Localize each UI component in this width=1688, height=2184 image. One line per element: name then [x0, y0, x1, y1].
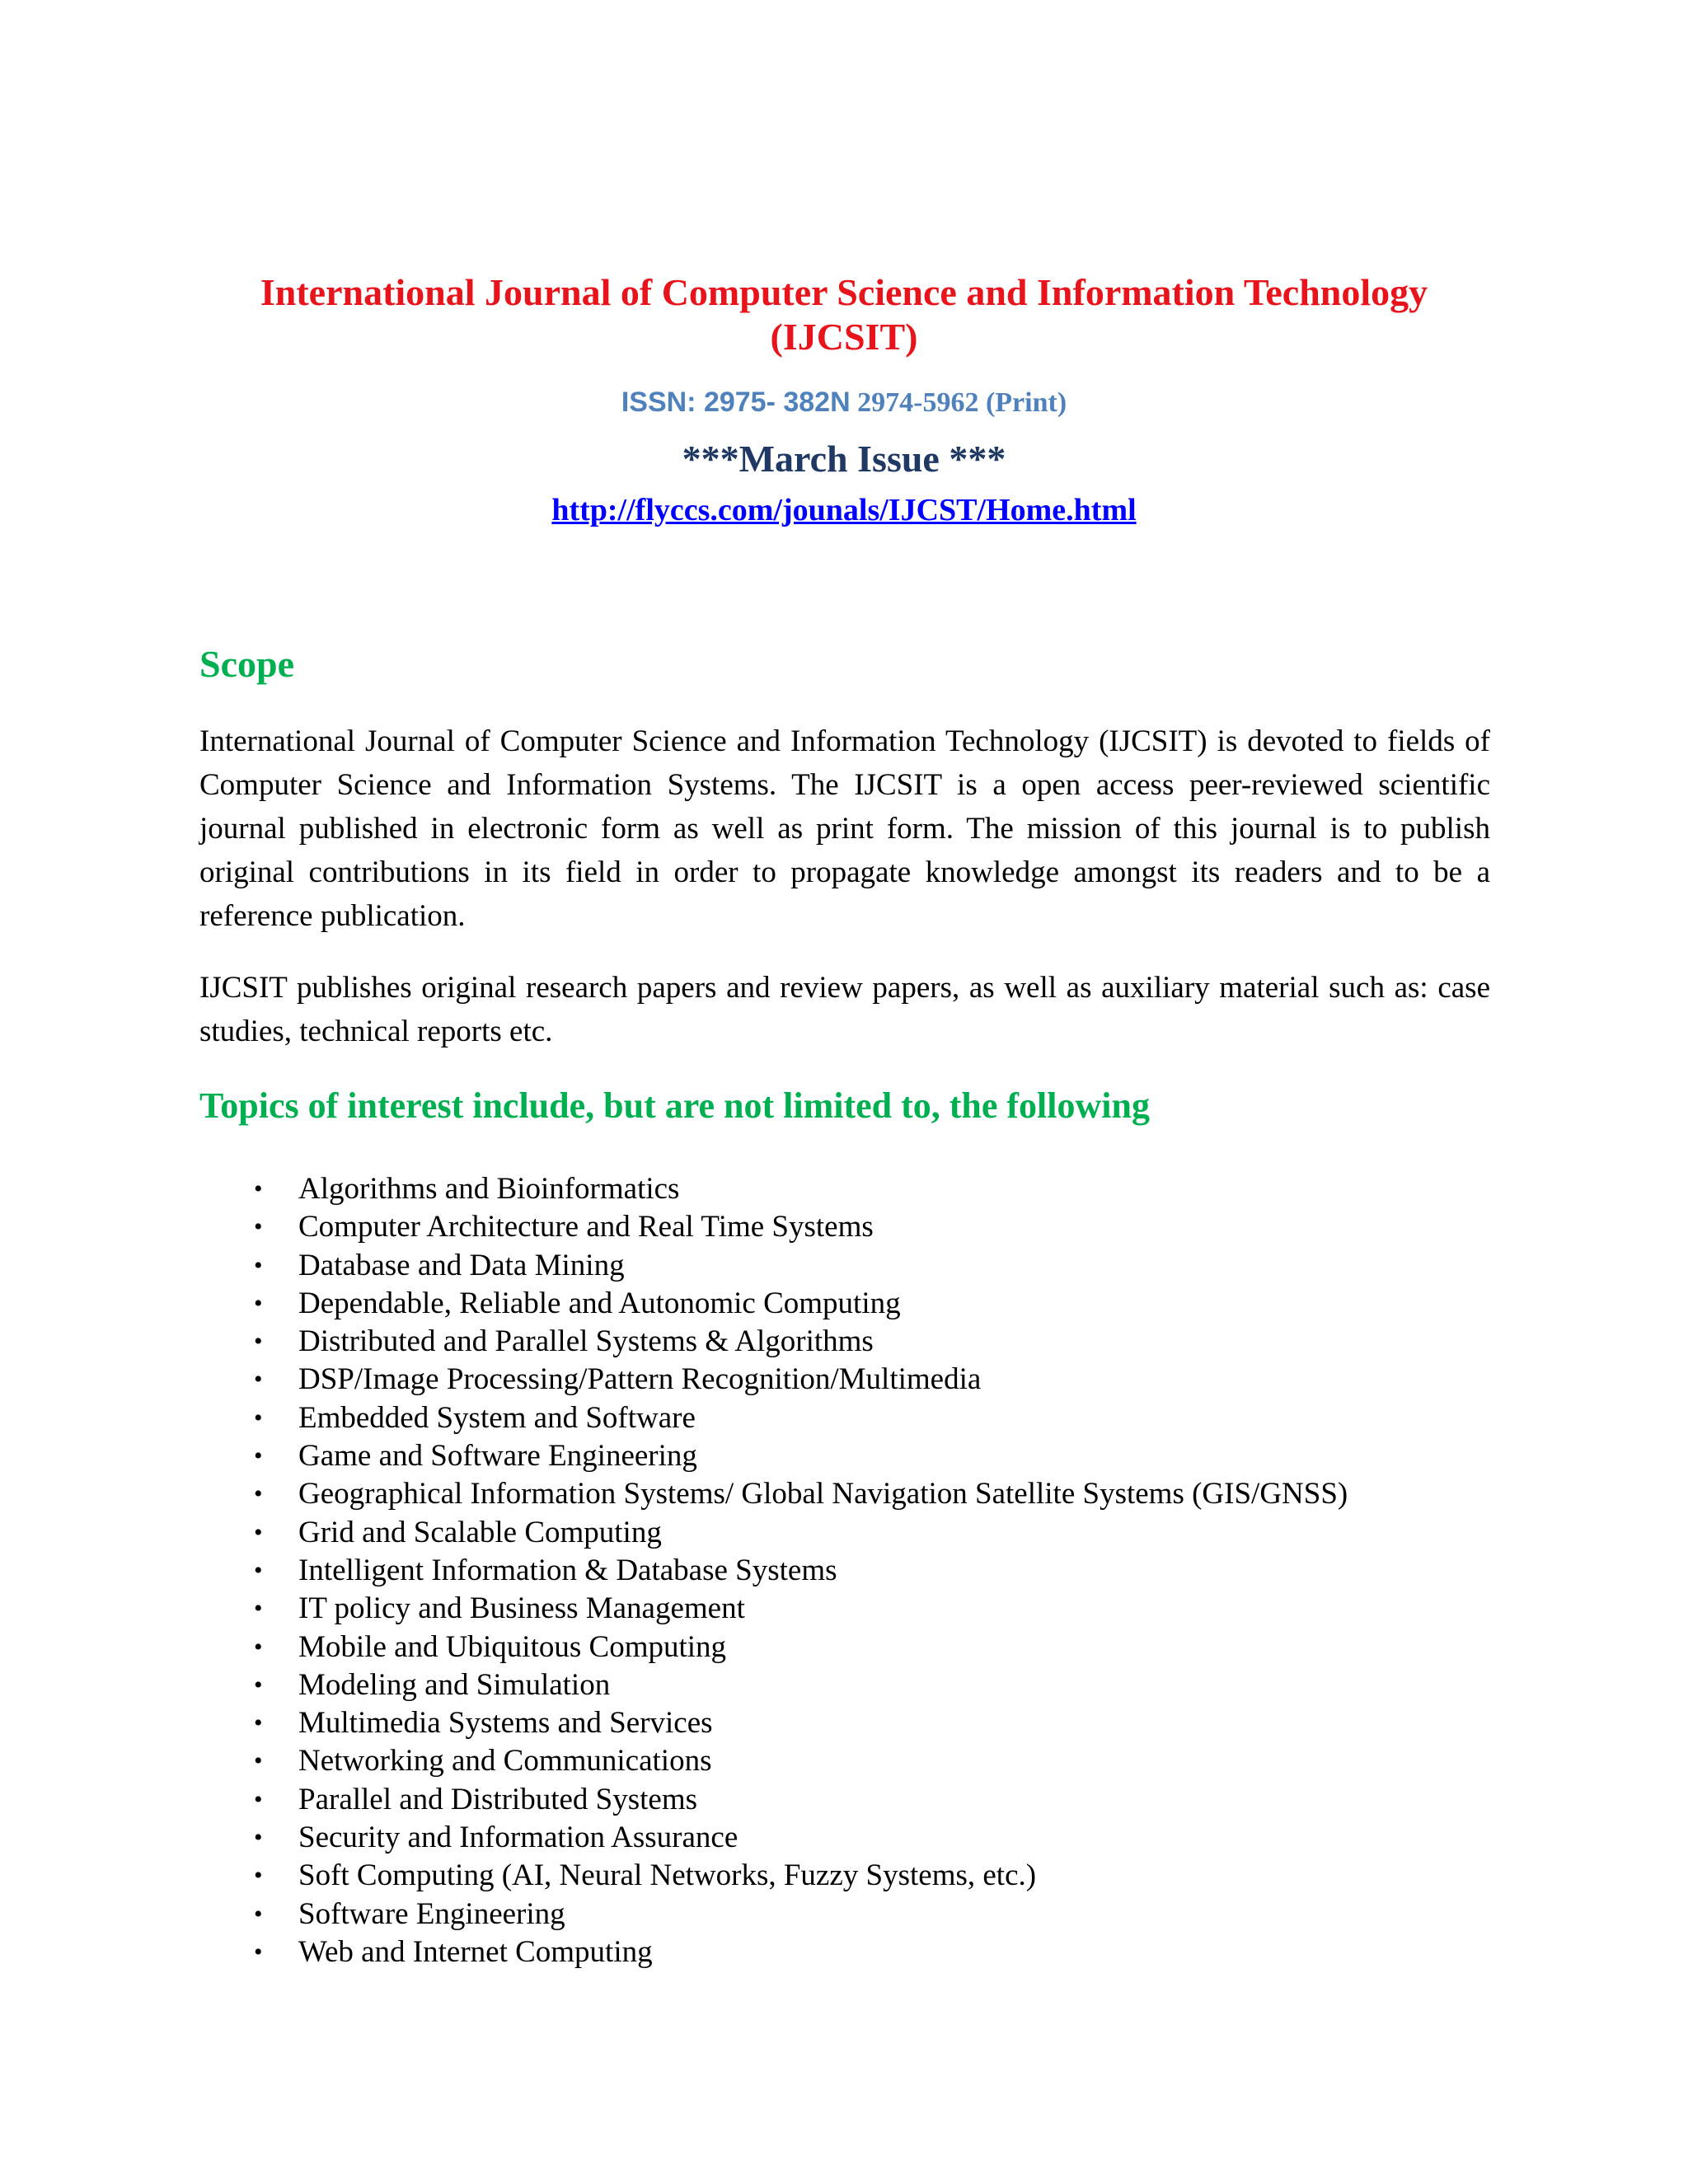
bullet-icon: • [254, 1251, 263, 1279]
topic-label: Intelligent Information & Database Systems [298, 1553, 837, 1587]
topic-label: Modeling and Simulation [298, 1667, 611, 1702]
bullet-icon: • [254, 1633, 263, 1661]
journal-title [165, 270, 1523, 359]
topic-label: Geographical Information Systems/ Global Navigation Satellite Systems (GIS/GNSS) [298, 1477, 1348, 1511]
bullet-icon: • [254, 1518, 263, 1546]
topic-label: Multimedia Systems and Services [298, 1706, 713, 1741]
journal-title-line1: International Journal of Computer Science and Information Technology [260, 271, 1428, 313]
bullet-icon: • [254, 1900, 263, 1928]
bullet-icon: • [254, 1785, 263, 1813]
bullet-icon: • [254, 1556, 263, 1584]
bullet-icon: • [254, 1213, 263, 1241]
url-line [165, 491, 1523, 536]
bullet-icon: • [254, 1328, 263, 1356]
topic-label: Mobile and Ubiquitous Computing [298, 1629, 727, 1664]
bullet-icon: • [254, 1709, 263, 1737]
bullet-icon: • [254, 1671, 263, 1699]
bullet-icon: • [254, 1366, 263, 1394]
topic-label: Embedded System and Software [298, 1400, 696, 1435]
bullet-icon: • [254, 1747, 263, 1775]
topic-label: Software Engineering [298, 1896, 565, 1931]
journal-title-line2: (IJCSIT) [770, 316, 918, 358]
bullet-icon: • [254, 1175, 263, 1202]
journal-url-link[interactable]: http://flyccs.com/jounals/IJCST/Home.html [551, 493, 1137, 527]
scope-heading: Scope [199, 643, 294, 685]
bullet-icon: • [254, 1595, 263, 1623]
topic-label: Soft Computing (AI, Neural Networks, Fuzzy Systems, etc.) [298, 1858, 1037, 1893]
topic-label: Grid and Scalable Computing [298, 1515, 662, 1549]
scope-paragraph-1: International Journal of Computer Science and Information Technology (IJCSIT) is devoted to fields of Computer Science and Information Systems. The IJCSIT is a open access peer-reviewed scientific journal published in electronic form as well as print form. The mission of this journal is to publish original contributions in its field in order to propagate knowledge amongst its readers and to be a reference publication. [199, 724, 1490, 933]
bullet-icon: • [254, 1404, 263, 1432]
bullet-icon: • [254, 1442, 263, 1470]
topic-label: Parallel and Distributed Systems [298, 1782, 698, 1816]
scope-paragraph-2: IJCSIT publishes original research papers and review papers, as well as auxiliary material such as: case studies, technical reports etc. [199, 971, 1490, 1048]
topic-label: Game and Software Engineering [298, 1439, 697, 1474]
bullet-icon: • [254, 1289, 263, 1317]
topic-label: IT policy and Business Management [298, 1591, 745, 1626]
issue-label: ***March Issue *** [682, 438, 1006, 480]
topic-label: Web and Internet Computing [298, 1934, 653, 1969]
topic-label: Distributed and Parallel Systems & Algorithms [298, 1324, 874, 1359]
topics-heading: Topics of interest include, but are not limited to, the following [199, 1085, 1150, 1126]
topic-label: Algorithms and Bioinformatics [298, 1172, 680, 1206]
topic-label: Security and Information Assurance [298, 1821, 738, 1855]
bullet-icon: • [254, 1938, 263, 1966]
issn-line [165, 386, 1523, 419]
bullet-icon: • [254, 1824, 263, 1852]
topic-label: Computer Architecture and Real Time Systems [298, 1210, 874, 1244]
bullet-icon: • [254, 1862, 263, 1890]
bullet-icon: • [254, 1480, 263, 1508]
topic-label: Networking and Communications [298, 1744, 712, 1779]
issn-print: 2974-5962 (Print) [850, 387, 1067, 418]
topic-label: Database and Data Mining [298, 1248, 625, 1282]
topic-label: Dependable, Reliable and Autonomic Computing [298, 1286, 901, 1320]
topic-label: DSP/Image Processing/Pattern Recognition/Multimedia [298, 1362, 982, 1397]
issn-online: ISSN: 2975- 382N [621, 387, 851, 418]
